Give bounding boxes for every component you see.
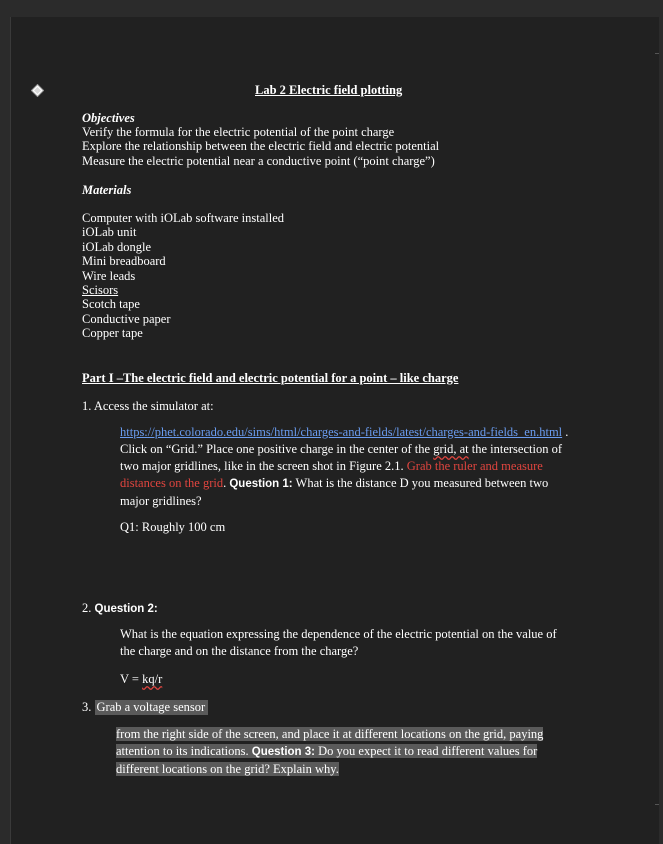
section-anchor-diamond-icon[interactable] [31,84,44,97]
objective-item: Measure the electric potential near a conductive point (“point charge”) [82,153,435,168]
highlighted-text: Do you expect it to read different values for [315,744,538,758]
instruction-text: What is the distance D you measured between two [292,476,549,490]
simulator-link[interactable]: https://phet.colorado.edu/sims/html/charges-and-fields/latest/charges-and-fields_en.html [120,425,563,439]
part1-heading: Part I –The electric field and electric potential for a point – like charge [82,371,459,385]
step1-number: 1. [82,399,92,413]
material-item: Mini breadboard [82,254,166,269]
material-item: Computer with iOLab software installed [82,211,285,225]
answer-1[interactable]: Q1: Roughly 100 cm [120,520,226,534]
material-item: iOLab dongle [82,239,152,254]
step3-line [82,700,208,715]
step3-label: Grab a voltage sensor [95,700,209,715]
materials-heading: Materials [82,183,132,197]
objective-item: Explore the relationship between the electric field and electric potential [82,139,440,154]
material-item: Conductive paper [82,311,171,326]
instruction-text: . [223,476,230,490]
step1-text: Access the simulator at: [93,399,214,413]
materials-list [82,211,284,341]
objectives-heading: Objectives [82,111,135,125]
highlighted-red-text: Grab the ruler and measure [406,459,543,473]
step3-number: 3. [82,700,92,714]
highlighted-text: from the right side of the screen, and place it at different locations on the grid, paying [116,727,544,741]
step2-question [120,626,557,660]
step1-line [82,399,214,414]
instruction-text: Click on “Grid.” Place one positive charge in the center of the [120,442,434,456]
material-item: iOLab unit [82,225,137,240]
document-title: Lab 2 Electric field plotting [255,83,403,97]
question-2-label: Question 2: [94,603,158,615]
step2-number: 2. [82,601,92,615]
instruction-text: the intersection of [468,442,562,456]
spellcheck-grid-text: grid, at [433,442,469,456]
answer-2[interactable] [120,672,162,687]
step1-instructions [120,424,568,510]
material-item: Copper tape [82,326,143,341]
material-item: Scisors [82,283,119,298]
instruction-text: major gridlines? [120,494,202,508]
material-item: Wire leads [82,268,136,283]
instruction-text: two major gridlines, like in the screen shot in Figure 2.1. [120,459,407,473]
step3-question [116,726,543,778]
objectives-list [82,125,439,168]
highlighted-red-text: distances on the grid [120,476,224,490]
highlighted-text: attention to its indications. [116,744,252,758]
link-suffix: . [562,425,569,439]
question-text: the charge and on the distance from the charge? [120,644,359,658]
question-1-label: Question 1: [229,478,293,490]
step2-line [82,601,158,617]
answer-formula: kq/r [142,672,163,686]
page-edge-mark [655,804,659,805]
question-3-label: Question 3: [251,746,316,758]
page-edge-mark [655,53,659,54]
highlighted-text: different locations on the grid? Explain why. [116,762,339,776]
answer-prefix: V = [120,672,143,686]
material-item: Scotch tape [82,297,140,312]
question-text: What is the equation expressing the dependence of the electric potential on the value of [120,627,557,641]
objective-item: Verify the formula for the electric potential of the point charge [82,125,395,139]
